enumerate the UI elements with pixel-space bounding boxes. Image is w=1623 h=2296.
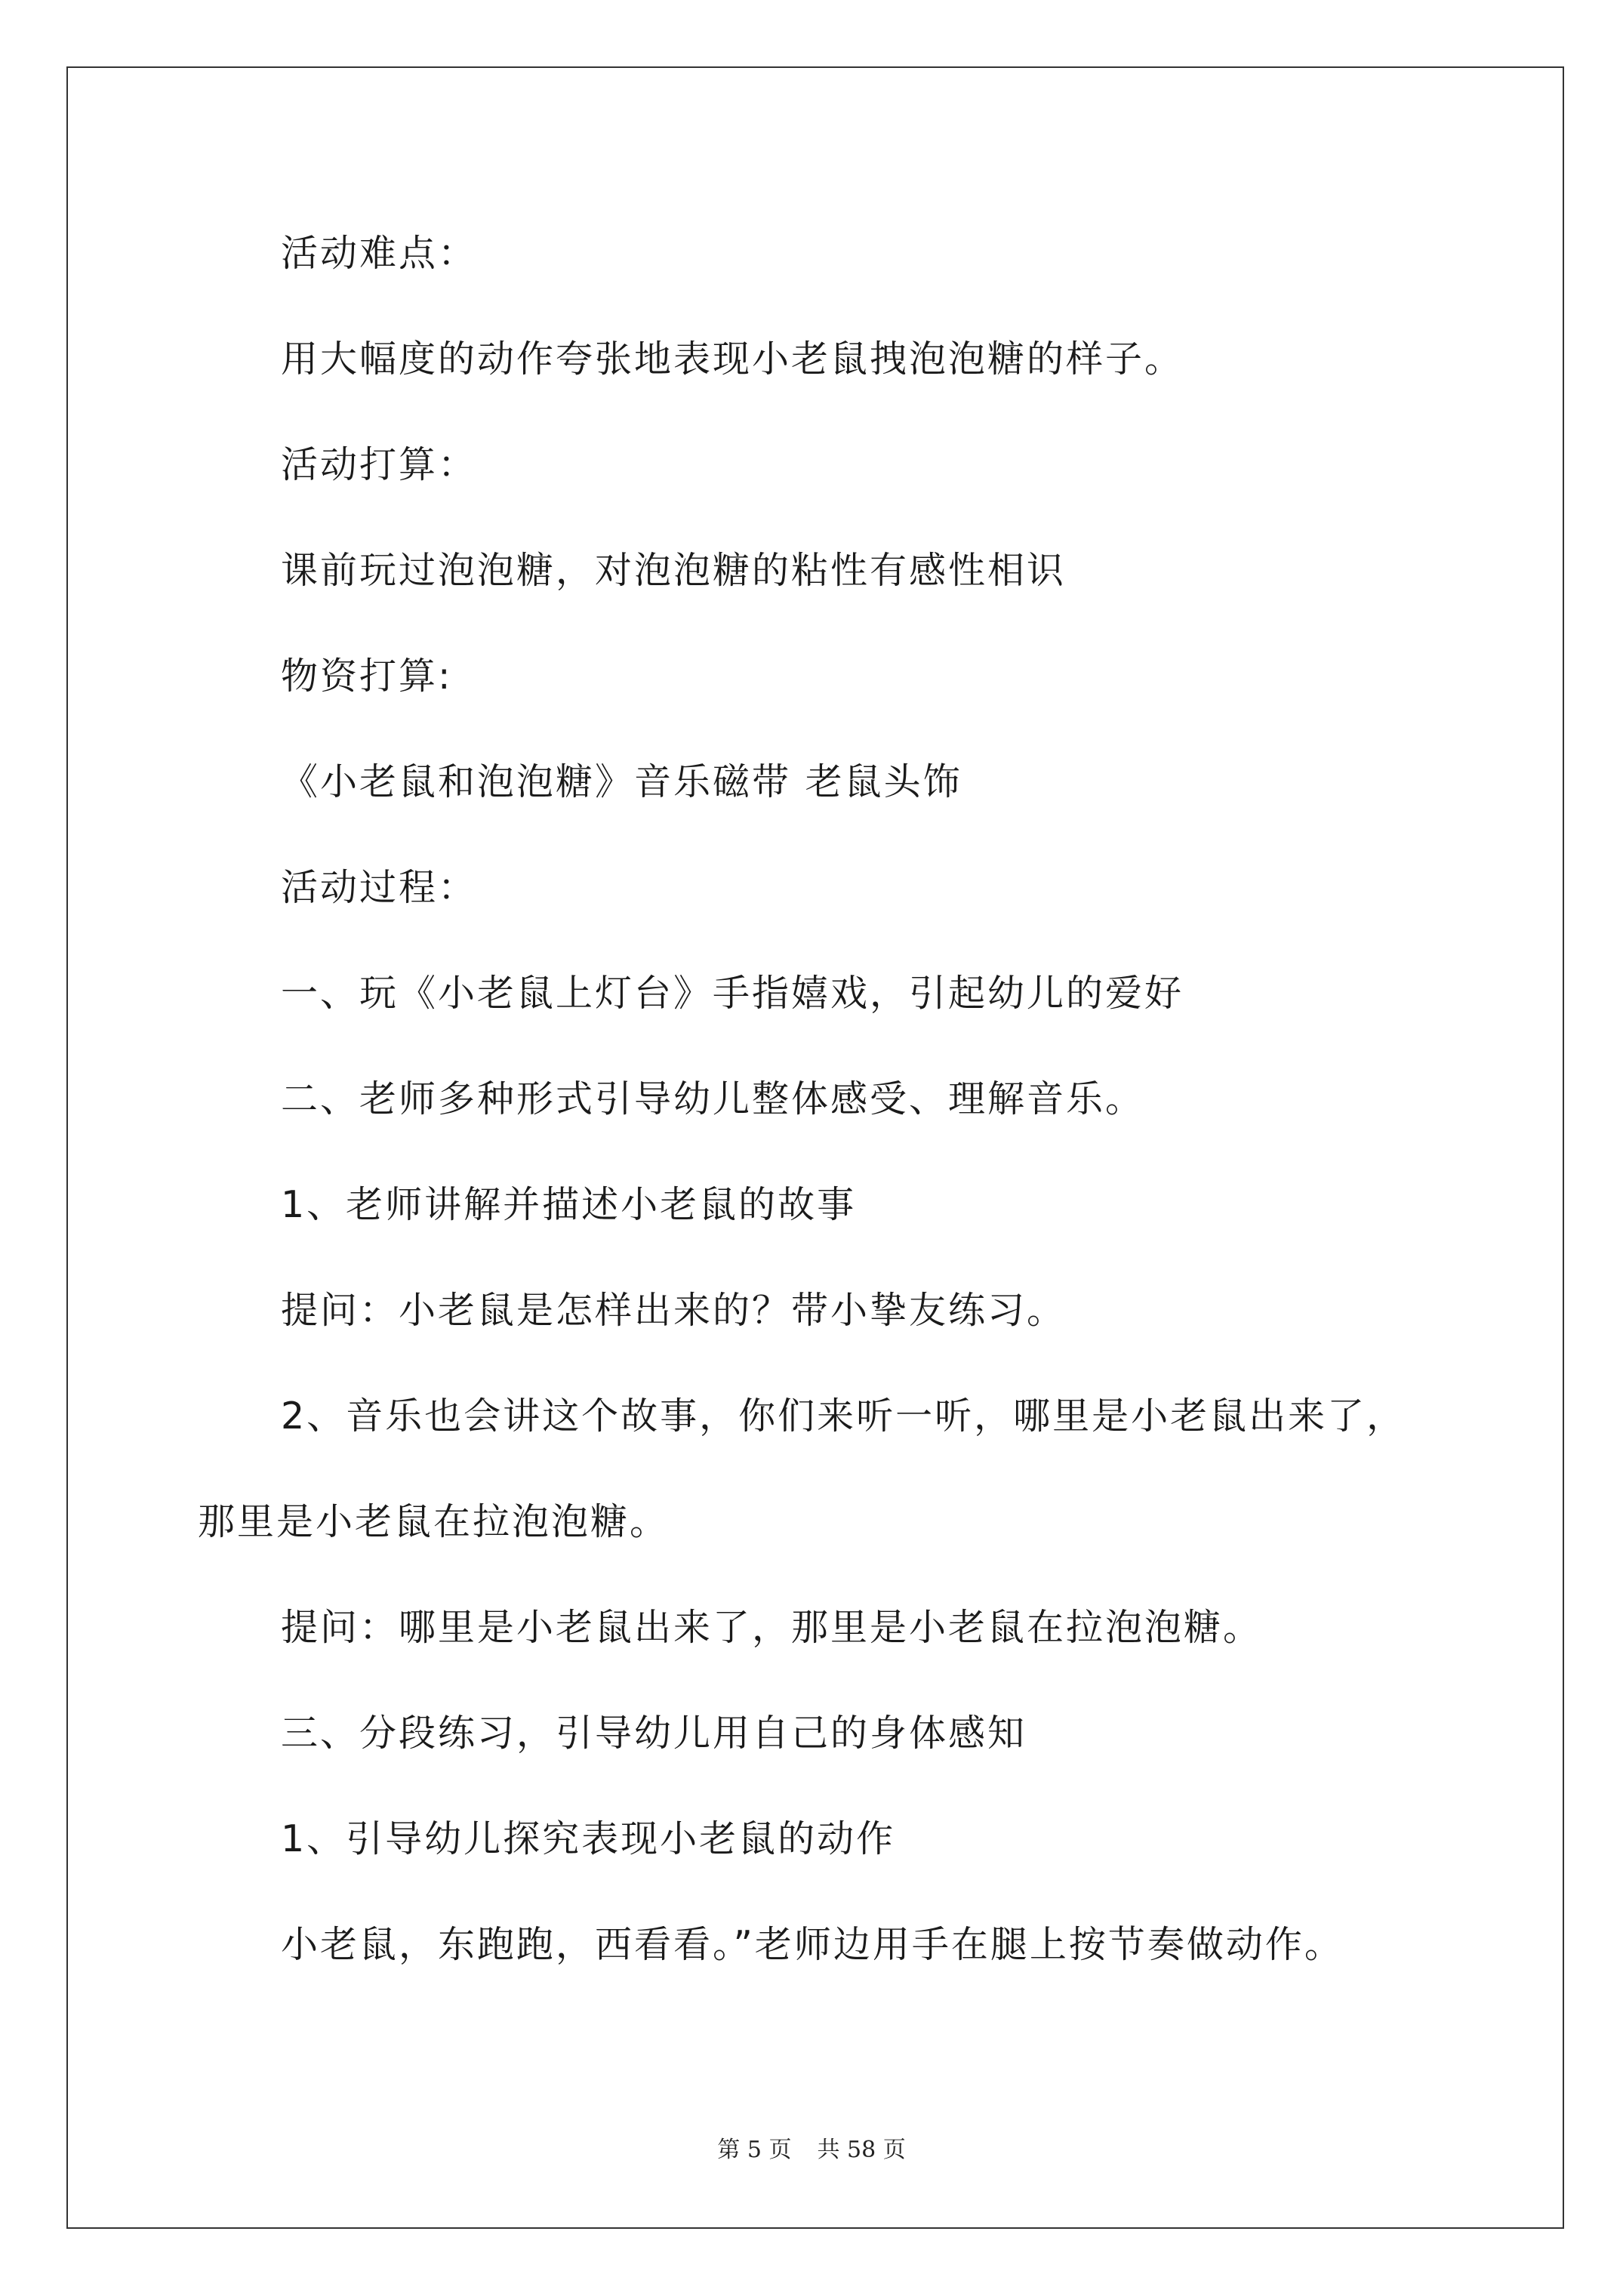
paragraph-continuation: 那里是小老鼠在拉泡泡糖。	[198, 1500, 670, 1543]
paragraph: 《小老鼠和泡泡糖》音乐磁带 老鼠头饰	[281, 760, 962, 803]
page-number: 第 5 页	[717, 2137, 792, 2163]
paragraph: 课前玩过泡泡糖，对泡泡糖的粘性有感性相识	[281, 549, 1067, 592]
heading-process: 活动过程：	[281, 866, 478, 909]
paragraph: 一、玩《小老鼠上灯台》手指嬉戏，引起幼儿的爱好	[281, 972, 1184, 1015]
paragraph: 用大幅度的动作夸张地表现小老鼠拽泡泡糖的样子。	[281, 337, 1184, 381]
paragraph: 2、音乐也会讲这个故事，你们来听一听，哪里是小老鼠出来了，	[281, 1395, 1406, 1438]
heading-difficulty: 活动难点：	[281, 232, 478, 275]
heading-plan: 活动打算：	[281, 443, 478, 486]
paragraph: 1、老师讲解并描述小老鼠的故事	[281, 1183, 857, 1226]
paragraph: 提问：小老鼠是怎样出来的？带小挚友练习。	[281, 1289, 1067, 1332]
heading-materials: 物资打算:	[281, 655, 453, 698]
paragraph: 提问：哪里是小老鼠出来了，那里是小老鼠在拉泡泡糖。	[281, 1606, 1263, 1649]
paragraph: 1、引导幼儿探究表现小老鼠的动作	[281, 1817, 896, 1860]
paragraph: 三、分段练习，引导幼儿用自己的身体感知	[281, 1712, 1027, 1755]
page-border	[66, 66, 1564, 2229]
page-footer	[0, 2137, 1623, 2164]
paragraph: 小老鼠，东跑跑，西看看。”老师边用手在腿上按节奏做动作。	[281, 1923, 1344, 1966]
page-total: 共 58 页	[817, 2137, 906, 2163]
paragraph: 二、老师多种形式引导幼儿整体感受、理解音乐。	[281, 1077, 1145, 1120]
